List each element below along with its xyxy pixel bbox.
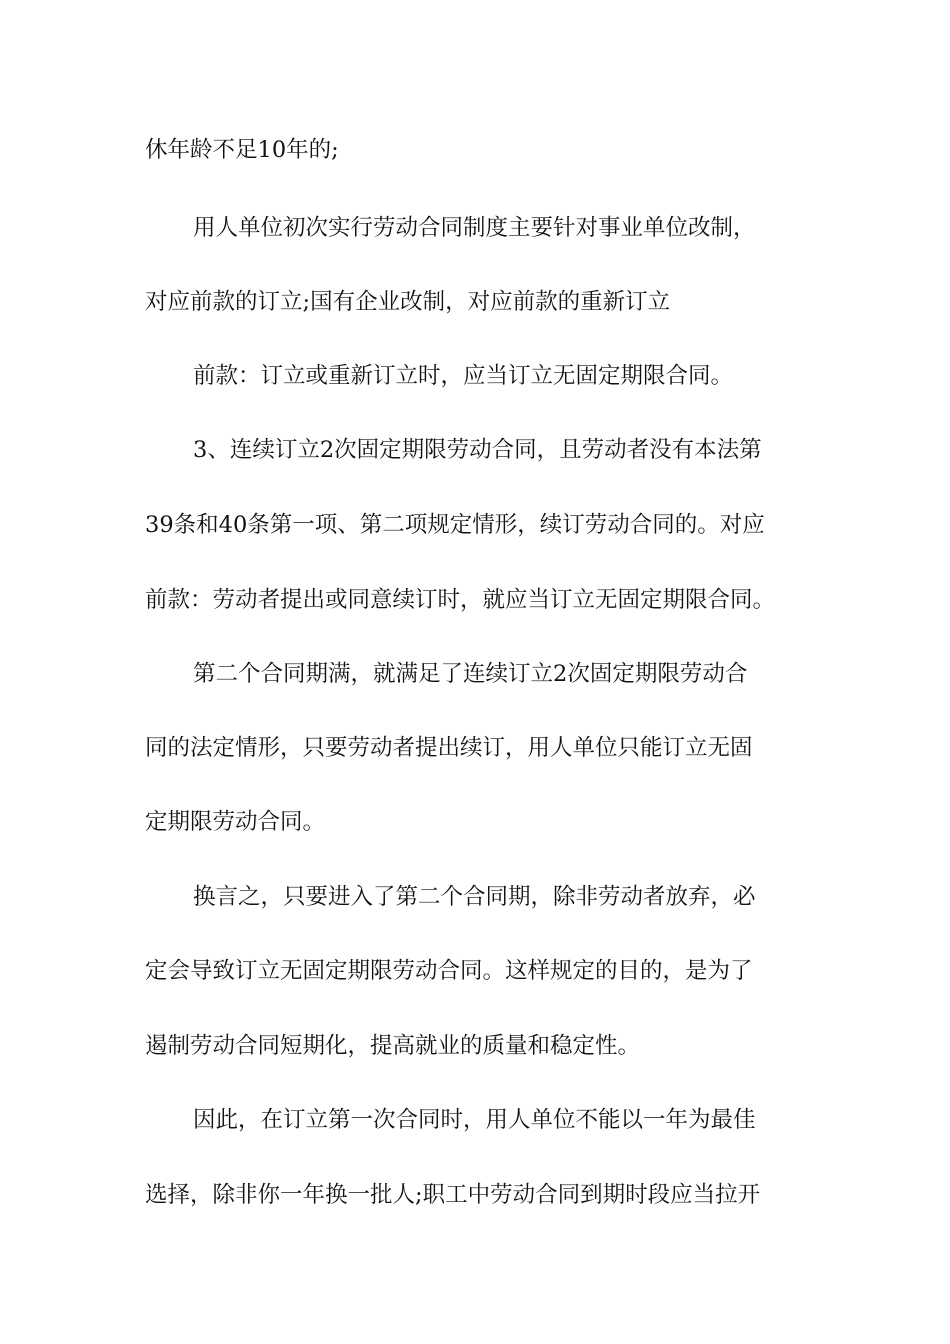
paragraph-start-line-4: 前款：订立或重新订立时，应当订立无固定期限合同。 bbox=[193, 363, 734, 389]
text-line-15: 选择，除非你一年换一批人;职工中劳动合同到期时段应当拉开 bbox=[145, 1182, 761, 1208]
text-line-13: 遏制劳动合同短期化，提高就业的质量和稳定性。 bbox=[145, 1033, 641, 1059]
paragraph-start-line-5: 3、连续订立2次固定期限劳动合同，且劳动者没有本法第 bbox=[193, 437, 762, 463]
paragraph-start-line-8: 第二个合同期满，就满足了连续订立2次固定期限劳动合 bbox=[193, 661, 748, 687]
paragraph-start-line-11: 换言之，只要进入了第二个合同期，除非劳动者放弃，必 bbox=[193, 884, 756, 910]
text-line-9: 同的法定情形，只要劳动者提出续订，用人单位只能订立无固 bbox=[145, 735, 753, 761]
paragraph-start-line-14: 因此，在订立第一次合同时，用人单位不能以一年为最佳 bbox=[193, 1107, 756, 1133]
paragraph-start-line-2: 用人单位初次实行劳动合同制度主要针对事业单位改制， bbox=[193, 215, 756, 241]
text-line-3: 对应前款的订立;国有企业改制，对应前款的重新订立 bbox=[145, 289, 671, 315]
text-line-12: 定会导致订立无固定期限劳动合同。这样规定的目的，是为了 bbox=[145, 958, 753, 984]
text-line-7: 前款：劳动者提出或同意续订时，就应当订立无固定期限合同。 bbox=[145, 587, 776, 613]
text-line-1: 休年龄不足10年的; bbox=[145, 137, 339, 163]
text-line-10: 定期限劳动合同。 bbox=[145, 809, 326, 835]
text-line-6: 39条和40条第一项、第二项规定情形，续订劳动合同的。对应 bbox=[145, 512, 765, 538]
